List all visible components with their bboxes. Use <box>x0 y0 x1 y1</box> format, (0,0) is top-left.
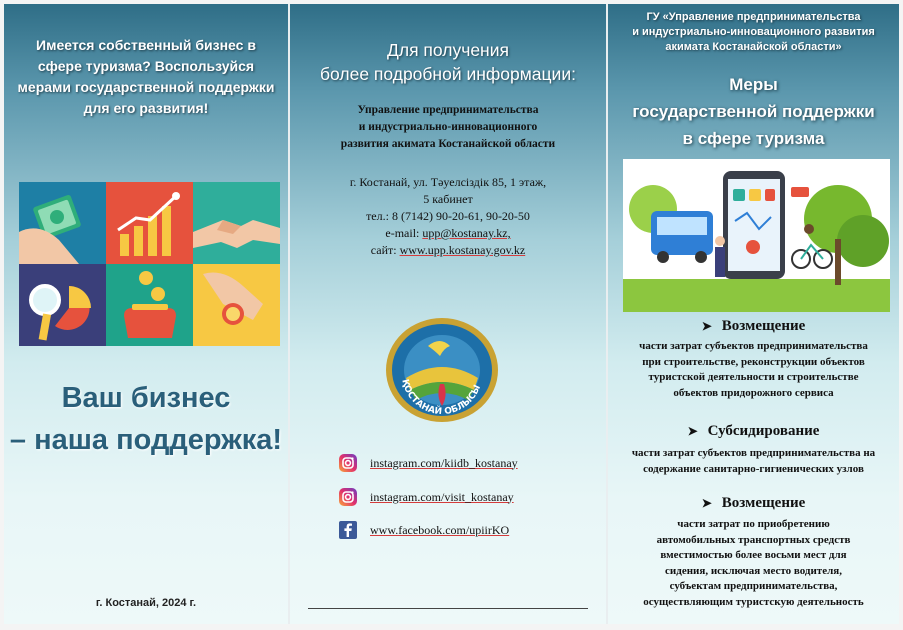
social-label: www.facebook.com/upiirKO <box>370 522 510 537</box>
measure-title-text: Возмещение <box>721 318 806 334</box>
social-label: instagram.com/visit_kostanay <box>370 489 514 504</box>
measure-title-text: Возмещение <box>721 495 806 511</box>
slogan <box>4 377 288 461</box>
arrowhead-bullet-icon: ➤ <box>701 496 712 510</box>
address-line-1: г. Костанай, ул. Тәуелсіздік 85, 1 этаж, <box>349 175 547 189</box>
measure-1-body <box>610 339 897 401</box>
handshake-tile <box>193 182 280 264</box>
headline: Имеется собственный бизнес в сфере туризма? Воспользуйся мерами государственной поддержки для его развития! <box>17 37 275 116</box>
email-row <box>290 225 606 242</box>
brochure-title <box>608 71 899 152</box>
city-year: г. Костанай, 2024 г. <box>95 597 197 609</box>
money-hand-tile <box>19 182 106 264</box>
measure-2-title <box>608 423 899 440</box>
org-header <box>608 10 899 55</box>
measure-line: части затрат субъектов предпринимательства <box>639 340 868 352</box>
social-facebook[interactable] <box>338 519 509 541</box>
panel-left <box>4 4 288 624</box>
business-illustration <box>19 182 280 346</box>
phone: тел.: 8 (7142) 90-20-61, 90-20-50 <box>366 209 530 223</box>
social-instagram-kiidb[interactable] <box>338 452 518 474</box>
measure-line: части затрат по приобретению <box>677 518 830 530</box>
purse-coins-tile <box>106 264 193 346</box>
measure-line: туристской деятельности и строительстве <box>648 371 859 383</box>
measure-line: содержание санитарно-гигиенических узлов <box>643 462 864 475</box>
social-instagram-visit[interactable] <box>338 486 514 508</box>
measure-line: осуществляющим туристскую деятельность <box>643 595 864 608</box>
info-heading-line-2: более подробной информации: <box>320 64 576 84</box>
title-line-3: в сфере туризма <box>682 129 825 148</box>
measure-line: при строительстве, реконструкции объектов <box>642 355 865 368</box>
coin-hand-tile <box>193 264 280 346</box>
divider-line <box>308 608 588 609</box>
title-line-2: государственной поддержки <box>632 102 875 121</box>
measure-2-body <box>610 446 897 477</box>
address-line-2: 5 кабинет <box>423 192 473 206</box>
magnifier-chart-tile <box>19 264 106 346</box>
site-row <box>290 242 606 259</box>
instagram-icon <box>338 487 358 507</box>
panel-middle <box>290 4 606 624</box>
org-name-line-3: развития акимата Костанайской области <box>340 138 556 150</box>
site-link[interactable]: www.upp.kostanay.gov.kz <box>399 243 526 257</box>
measure-line: субъектам предпринимательства, <box>669 580 838 592</box>
info-heading-line-1: Для получения <box>387 40 509 60</box>
measure-line: сидения, исключая место водителя, <box>665 564 842 577</box>
facebook-icon <box>338 520 358 540</box>
measure-3-title <box>608 495 899 512</box>
title-line-1: Меры <box>729 75 778 94</box>
measure-title-text: Субсидирование <box>707 423 820 439</box>
instagram-icon <box>338 453 358 473</box>
contacts <box>290 174 606 259</box>
org-name-line-1: Управление предпринимательства <box>357 104 539 116</box>
emblem-text: ҚОСТАНАЙ ОБЛЫСЫ <box>399 378 484 418</box>
arrowhead-bullet-icon: ➤ <box>701 319 712 333</box>
social-label: instagram.com/kiidb_kostanay <box>370 455 518 470</box>
arrowhead-bullet-icon: ➤ <box>687 424 698 438</box>
measure-line: вместимостью более восьми мест для <box>660 549 847 561</box>
growth-chart-tile <box>106 182 193 264</box>
site-label: сайт: <box>370 243 397 257</box>
org-header-line-2: и индустриально-инновационного развития <box>632 26 875 38</box>
measure-line: объектов придорожного сервиса <box>673 386 834 399</box>
email-link[interactable]: upp@kostanay.kz, <box>422 226 511 240</box>
region-emblem <box>384 316 500 424</box>
measure-line: части затрат субъектов предпринимательства на <box>631 447 876 459</box>
info-heading <box>290 38 606 86</box>
slogan-line-2: – наша поддержка! <box>9 424 283 456</box>
measure-3-body <box>610 517 897 610</box>
org-header-line-3: акимата Костанайской области» <box>665 41 842 53</box>
tourism-illustration <box>623 159 890 312</box>
measure-1-title <box>608 318 899 335</box>
slogan-line-1: Ваш бизнес <box>61 382 231 414</box>
org-name <box>290 102 606 153</box>
panel-right <box>608 4 899 624</box>
measure-line: автомобильных транспортных средств <box>656 533 851 546</box>
email-label: e-mail: <box>385 226 420 240</box>
org-name-line-2: и индустриально-инновационного <box>358 121 538 133</box>
org-header-line-1: ГУ «Управление предпринимательства <box>646 11 861 23</box>
